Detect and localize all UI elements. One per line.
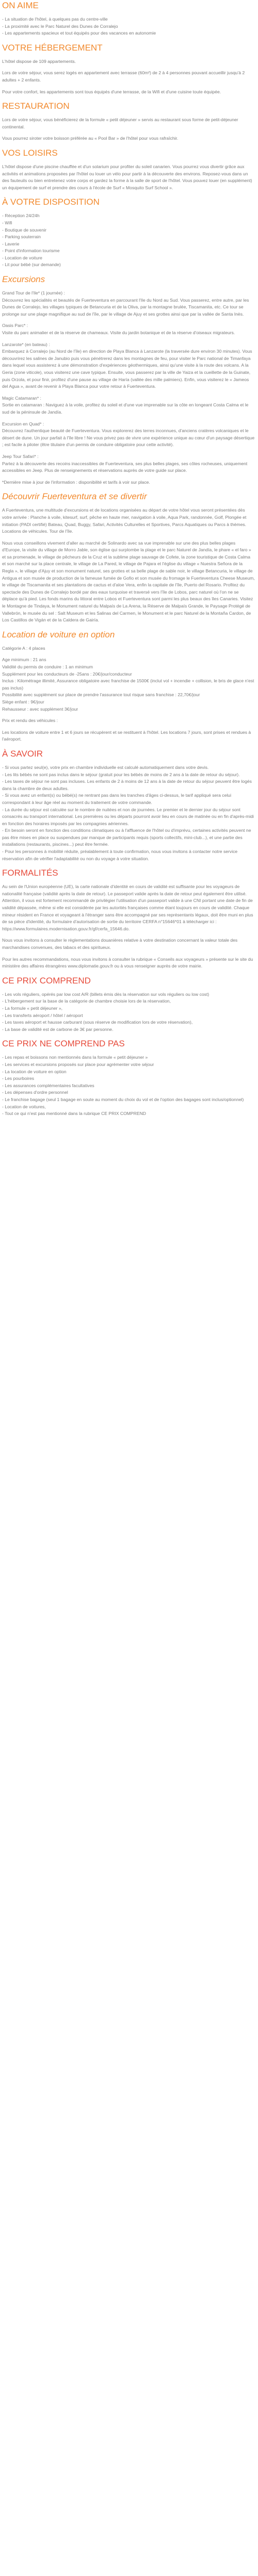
paragraph: Découvrez les spécialités et beautés de Fuerteventura en parcourant l'Ile du Nord au Sud. Vous passerez, entre autre, par les Dunes de Corralejo, les villages typiques de Betancuria et de la Oliva, par la montagne brulée, Tiscamanita, etc. Ce tour se prolonge sur une plage magnifique au sud de l'île, par le village de Ajuy et ses grottes ainsi que par la vallée de Santa Inès. <box>2 297 249 317</box>
section-disposition <box>2 196 255 269</box>
paragraph: Pour les autres recommandations, nous vous invitons à consulter la rubrique « Conseils aux voyageurs » présente sur le site du ministère des affaires étrangères www.diplomatie.gouv.fr ou à vous renseigner auprès de votre mairie. <box>2 956 253 969</box>
list-item: - Lit pour bébé (sur demande) <box>2 262 61 268</box>
section-loisirs <box>2 147 255 191</box>
list-item: - Les vols réguliers, opérés par low cost A/R (billets émis dès la réservation sur vols réguliers ou low cost) <box>2 991 209 997</box>
paragraph: - Pour les personnes à mobilité réduite, préalablement à toute confirmation, nous vous invitons à contacter notre service réservation afin de vérifier l'adaptabilité ou non du voyage à votre situation. <box>2 849 238 861</box>
list-item: - Les dépenses d'ordre personnel <box>2 1090 68 1095</box>
list-item: - Les pourboires <box>2 1076 35 1081</box>
heading-location: Location de voiture en option <box>2 629 115 639</box>
list-item: - Réception 24/24h <box>2 213 40 219</box>
paragraph: Partez à la découverte des recoins inaccessibles de Fuerteventura, ses plus belles plages, ses côtes rocheuses, uniquement accessibles en Jeep. Plus de renseignements et réservations auprès de votre guide sur place. <box>2 461 248 473</box>
heading-on-aime: ON AIME <box>2 1 39 10</box>
section-formalites <box>2 867 255 970</box>
paragraph: Au sein de l'Union européenne (UE), la carte nationale d'identité en cours de validité est suffisante pour les voyageurs de nationalité française (validité après la date de retour). Le passeport valide après la date de retour peut également être utilisé. Attention, il vous est fortement recommandé de privilégier l'utilisation d'un passeport valide à une CNI portant une date de fin de validité dépassée, même si elle est considérée par les autorités françaises comme étant toujours en cours de validité. Chaque mineur résident en France et voyageant à l'étranger sans être accompagné par ses représentants légaux, doit être muni en plus de sa pièce d'identité, du formulaire d'autorisation de sortie du territoire CERFA n°15646*01 à télécharger ici : https://www.formulaires.modernisation.gouv.fr/gf/cerfa_15646.do. <box>2 884 253 931</box>
section-hebergement <box>2 42 255 95</box>
paragraph: - En besoin seront en fonction des conditions climatiques ou à l'affluence de l'hôtel ou d'imprévu, certaines activités peuvent ne pas être mises en place ou suspendues par manque de participants requis (sports collectifs, mini-club...), et une partie des installations (restaurants, piscines...) peut être fermée. <box>2 828 251 847</box>
paragraph: - Si vous avez un enfant(s) ou bébé(s) ne rentrant pas dans les tranches d'âges ci-dessus, le tarif appliqué sera celui correspondant à leur âge réel au moment du traitement de votre commande. <box>2 793 231 805</box>
list-item: - Tout ce qui n'est pas mentionné dans la rubrique CE PRIX COMPREND <box>2 1111 146 1117</box>
heading-loisirs: VOS LOISIRS <box>2 147 58 158</box>
excursion-title: Lanzarote* (en bateau) : <box>2 341 50 347</box>
paragraph: - Les taxes de séjour ne sont pas incluses. Les enfants de 2 à moins de 12 ans à la date de retour du séjour peuvent être logés dans la chambre de deux adultes. <box>2 779 252 791</box>
list-on-aime <box>2 16 255 37</box>
list-item: - Location de voiture <box>2 255 42 260</box>
heading-formalites: FORMALITÉS <box>2 868 58 878</box>
paragraph: Rehausseur : avec supplément 3€/jour <box>2 706 78 712</box>
list-item: - Les transferts aéroport / hôtel / aéroport <box>2 1012 83 1018</box>
paragraph: Nous vous conseillons vivement d'aller au marché de Solinardo avec sa vue imprenable sur une des plus belles plages d'Europe, la visite du village de Morro Jable, son église qui surplombe la plage et le parc Naturel de Jandía, le phare « el faro » et sa promenade, le village de pêcheurs de la Cruz et la sublime plage sauvage de Cofete, la zone touristique de Costa Calma et son marché sur la place centrale, le village de La Pared, le village de Pajara et l'église du village « Nuestra Señora de la Regla », le village d'Ajuy et son monument naturel, ses grottes et sa belle plage de sable noir, le village Betancuria, le village de Antigua et son musée de production de la fameuse fumée de Gofio et son musée du fromage le Fuerteventura Cheese Museum, le village de Tiscamanita et ses plantations de cactus et d'aloe Vera, enfin la capitale de l'île, Puerto del Rosario. Profitez du spectacle des Dunes de Corralejo bordé par des eaux turquoise et traversé vers l'île de Lobos, parc naturel où l'on ne se déplace qu'à pied. Les fonds marins du littoral entre Lobos et Fuerteventura sont parmi les plus beaux des îles Canaries. Visitez le Montagne de Tindaya, le Monument naturel du Malpaís de La Arena, la Réserve de Malpaís Grande, le Paysage Protégé de Vallebrón, le musée du sel : Salt Museum et les Salinas del Carmen, le Monument et le parc Naturel de la Montaña Cardon, de Los Castillos de Vigán et de la Caldera de Gairía. <box>2 540 255 623</box>
paragraph: Lors de votre séjour, vous bénéficierez de la formule « petit déjeuner » servis au restaurant sous forme de petit-déjeuner continental. <box>2 117 238 129</box>
paragraph: - La durée du séjour est calculée sur le nombre de nuitées et non de journées. Le premier et le dernier jour du séjour sont consacrés au transport international. Les premières ou les départs pourront avoir lieu en cours de matinée ou en fin d'après-midi en fonction des horaires imposés par les compagnies aériennes. <box>2 807 254 826</box>
list-item: - La proximité avec le Parc Naturel des Dunes de Corralejo <box>2 23 118 29</box>
list-disposition <box>2 212 255 269</box>
section-decouvrir <box>2 491 255 624</box>
paragraph: Sortie en catamaran : Naviguez à la voile, profitez du soleil et d'une vue imprenable sur la côte en longeant Costa Calma et le sud de la péninsule de Jandía. <box>2 402 249 415</box>
list-item: - La location de voiture en option <box>2 1069 67 1074</box>
section-prix-comprend <box>2 975 255 1033</box>
paragraph: L'hôtel dispose d'une piscine chauffée et d'un solarium pour profiter du soleil canarien. Vous pourrez vous divertir grâce aux activités et animations proposées par l'hôtel ou louer un vélo pour partir à la découverte des environs. Reposez-vous dans un des fauteuils ou bien entretenez votre corps et gardez la forme à la salle de sport de l'hôtel. Vous pouvez louer (en supplément) un équipement de surf et prendre des cours à l'école de Surf « Mosquito Surf School ». <box>2 163 252 190</box>
paragraph: Catégorie A : 4 places <box>2 645 45 651</box>
heading-excursions: Excursions <box>2 274 45 285</box>
paragraph: - Si vous partez seul(e), votre prix en chambre individuelle est calculé automatiquement dans votre devis. <box>2 764 209 770</box>
list-item: - La base de validité est de carbone de 3€ par personne. <box>2 1026 114 1032</box>
list-item: - Laverie <box>2 241 20 247</box>
heading-hebergement: VOTRE HÉBERGEMENT <box>2 42 103 53</box>
heading-restauration: RESTAURATION <box>2 101 70 111</box>
paragraph: Age minimum : 21 ans <box>2 657 46 663</box>
paragraph: Pour votre confort, les appartements sont tous équipés d'une terrasse, de la Wifi et d'une cuisine toute équipée. <box>2 89 221 94</box>
paragraph: Possibilité avec supplément sur place de prendre l'assurance tout risque sans franchise : 22,70€/jour <box>2 692 200 698</box>
paragraph: Découvrez l'authentique beauté de Fuerteventura. Vous explorerez des terres inconnues, d'anciens cratères volcaniques et le désert de dune. Un jour parfait à l'île libre ! Ne vous privez pas de vivre une expérience unique au cœur d'un paysage désertique ; est facile à piloter (être titulaire d'un permis de conduire obligatoire pour cette activité). <box>2 428 255 448</box>
excursion-title: Excursion en Quad* : <box>2 421 44 426</box>
paragraph: Inclus : Kilométrage illimité, Assurance obligatoire avec franchise de 1500€ (inclut vol + incendie + collision, le bris de glace n'est pas inclus) <box>2 678 254 691</box>
list-item: - Point d'information tourisme <box>2 248 60 254</box>
list-item: - Wifi <box>2 220 12 225</box>
paragraph: Validité du permis de conduire : 1 an minimum <box>2 664 93 669</box>
list-item: - La situation de l'hôtel, à quelques pas du centre-ville <box>2 17 108 22</box>
section-restauration <box>2 101 255 142</box>
excursion-title: Jeep Tour Safari* : <box>2 453 39 459</box>
paragraph: Vous pourrez siroter votre boisson préférée au « Pool Bar » de l'hôtel pour vous rafraîchir. <box>2 136 179 141</box>
list-item: - Les appartements spacieux et tout équipés pour des vacances en autonomie <box>2 30 156 36</box>
list-item: - Les services et excursions proposés sur place pour agrémenter votre séjour <box>2 1061 154 1067</box>
heading-decouvrir: Découvrir Fuerteventura et se divertir <box>2 491 147 502</box>
list-item: - Les assurances complémentaires facultatives <box>2 1082 94 1088</box>
list-prix-ne-comprend <box>2 1054 255 1117</box>
list-item: - L'hébergement sur la base de la catégorie de chambre choisie lors de la réservation, <box>2 998 171 1004</box>
paragraph: Embarquez à Corralejo (au Nord de l'île) en direction de Playa Blanca à Lanzarote (la traversée dure environ 30 minutes). Vous découvrirez les salines de Janubio puis vous pénétrerez dans les montagnes de feu, pour visiter le Parc national de Timanfaya dans lequel vous assisterez à une démonstration d'expériences géothermiques, ainsi qu'une visite à la route des volcans. A la Geria (zone viticole), vous visiterez une cave typique. Ensuite, vous passerez par la ville de Yaiza et la cueillette de la Guinate, puis Orzola, et pour finir, profitez d'une pause au village de Haría (vallée des mille palmiers). Enfin, vous visiterez le « Jameos del Agua », avant de revenir à Playa Blanca pour votre retour à Fuerteventura. <box>2 349 252 389</box>
paragraph: Les locations de voiture entre 1 et 6 jours se récupèrent et se restituent à l'hôtel. Les locations 7 jours, sont prises et rendues à l'aéroport. <box>2 729 251 742</box>
excursion-title: Grand Tour de l'Ile* (1 journée) : <box>2 290 65 296</box>
heading-prix-comprend: CE PRIX COMPREND <box>2 975 91 986</box>
page-content <box>0 0 258 1133</box>
paragraph: Siège enfant : 9€/jour <box>2 699 44 704</box>
heading-disposition: À VOTRE DISPOSITION <box>2 197 100 207</box>
list-item: - Les repas et boissons non mentionnés dans la formule « petit déjeuner » <box>2 1055 148 1060</box>
paragraph: L'hôtel dispose de 109 appartements. <box>2 58 76 64</box>
paragraph: Prix et rendu des véhicules : <box>2 718 58 724</box>
list-item: - Parking souterrain <box>2 234 41 240</box>
excursion-title: Magic Catamaran* : <box>2 395 41 401</box>
list-item: - Location de voitures, <box>2 1104 46 1109</box>
paragraph: Nous vous invitons à consulter le règlementations douanières relative à votre destination concernant la valeur totale des marchandises convenues, des tabacs et des spiritueux. <box>2 938 238 950</box>
section-on-aime <box>2 0 255 37</box>
list-item: - Boutique de souvenir <box>2 227 46 233</box>
heading-savoir: À SAVOIR <box>2 748 43 759</box>
paragraph: - Les lits bébés ne sont pas inclus dans le séjour (gratuit pour les bébés de moins de 2 ans à la date de retour du séjour). <box>2 772 240 777</box>
paragraph: A Fuerteventura, une multitude d'excursions et de locations organisées au départ de votre hôtel vous seront présentées dès votre arrivée : Planche à voile, kitesurf, surf, pêche en haute mer, navigation à voile, Aqua Park, randonnée, Golf, Plongée et initiation (PADI certifié) Bateau, Quad, Buggy, Safari, Activités Culturelles et Sportives, Parcs Aquatiques ou Parcs à thèmes. Locations de véhicules. Tour de l'île. <box>2 507 247 534</box>
section-location <box>2 629 255 743</box>
section-excursions <box>2 274 255 486</box>
heading-prix-ne-comprend: CE PRIX NE COMPREND PAS <box>2 1039 125 1049</box>
section-savoir <box>2 748 255 862</box>
paragraph: Lors de votre séjour, vous serez logés en appartement avec terrasse (60m²) de 2 à 4 personnes pouvant accueillir jusqu'à 2 adultes + 2 enfants. <box>2 70 245 83</box>
excursion-title: Oasis Parc* : <box>2 323 28 329</box>
list-prix-comprend <box>2 991 255 1033</box>
list-item: - Les taxes aéroport et hausse carburant (sous réserve de modification lors de votre réservation), <box>2 1020 193 1025</box>
paragraph: Visite du parc animalier et de la réserve de chameaux. Visite du jardin botanique et de la réserve d'oiseaux migrateurs. <box>2 330 235 336</box>
list-item: - La formule « petit déjeuner », <box>2 1005 63 1011</box>
list-item: - Le franchise bagage (seul 1 bagage en soute au moment du choix du vol et de l'option des bagages sont inclus/optionnel) <box>2 1096 244 1102</box>
excursion-note: *Dernière mise à jour de l'information : disponibilité et tarifs à voir sur place. <box>2 479 150 485</box>
paragraph: Supplément pour les conducteurs de -25ans : 20€/jour/conducteur <box>2 671 132 677</box>
section-prix-ne-comprend <box>2 1038 255 1117</box>
